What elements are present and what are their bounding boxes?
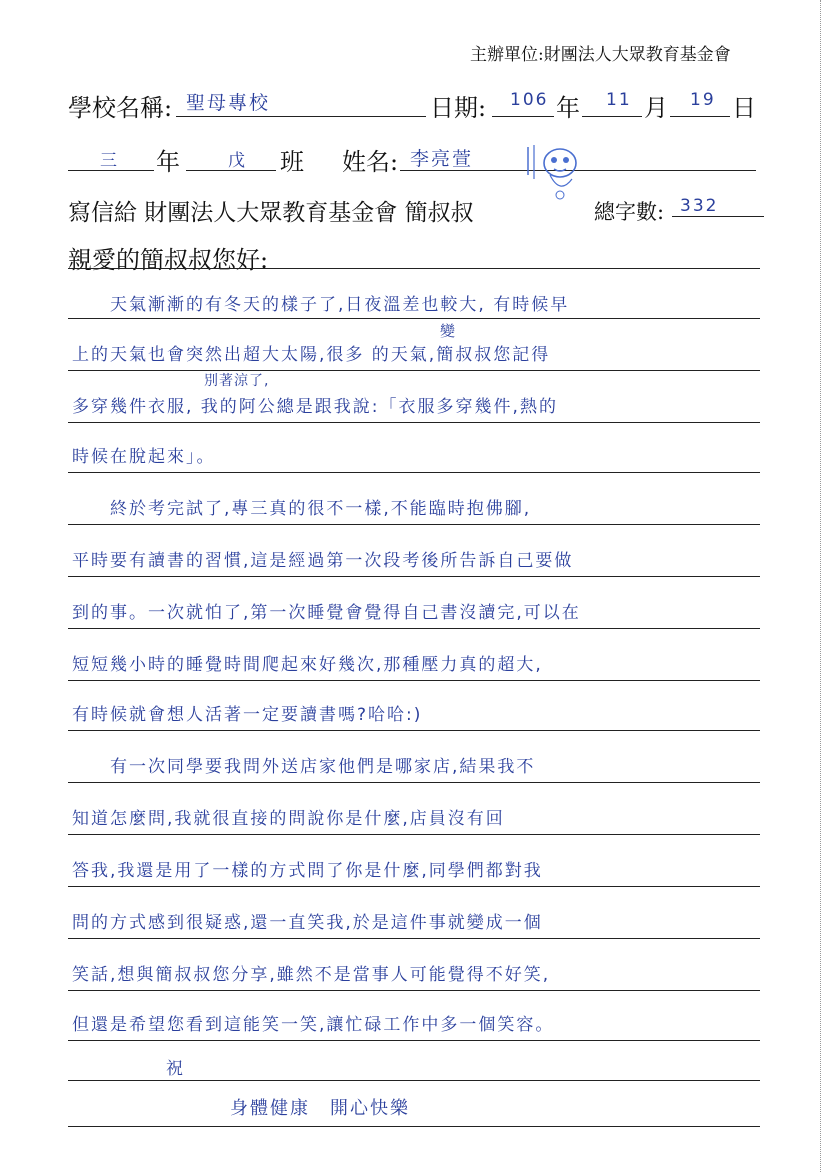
- ruled-line: [68, 730, 760, 731]
- letter-line: 笑話,想與簡叔叔您分享,雖然不是當事人可能覺得不好笑,: [72, 965, 551, 985]
- letter-line: 知道怎麼問,我就很直接的問說你是什麼,店員沒有回: [72, 809, 505, 829]
- insert-mark-1: 變: [440, 322, 458, 340]
- letter-line: 問的方式感到很疑惑,還一直笑我,於是這件事就變成一個: [72, 913, 543, 933]
- ruled-line: [68, 472, 760, 473]
- mascot-stamp-icon: [520, 135, 590, 205]
- page-edge: [820, 0, 821, 1172]
- letter-line: 終於考完試了,專三真的很不一樣,不能臨時抱佛腳,: [72, 499, 532, 519]
- letter-line: 有時候就會想人活著一定要讀書嗎?哈哈:): [72, 705, 423, 725]
- month-value: 11: [606, 90, 632, 110]
- class-value: 戊: [228, 151, 247, 171]
- school-label: 學校名稱:: [68, 94, 173, 122]
- letter-line: 答我,我還是用了一樣的方式問了你是什麼,同學們都對我: [72, 861, 543, 881]
- year-value: 106: [510, 90, 549, 110]
- insert-mark-2: 別著涼了,: [204, 373, 270, 389]
- name-label: 姓名:: [342, 148, 399, 176]
- year-label: 年: [556, 94, 580, 122]
- ruled-line: [68, 680, 760, 681]
- word-count-blank: [672, 216, 764, 217]
- ruled-line: [68, 524, 760, 525]
- salutation: 親愛的簡叔叔您好:: [68, 246, 269, 274]
- ruled-line: [68, 628, 760, 629]
- ruled-line: [68, 576, 760, 577]
- letter-line: 有一次同學要我問外送店家他們是哪家店,結果我不: [72, 757, 536, 777]
- name-value: 李亮萱: [410, 148, 474, 170]
- day-blank: [670, 116, 730, 117]
- year-blank: [492, 116, 554, 117]
- letter-line: 平時要有讀書的習慣,這是經過第一次段考後所告訴自己要做: [72, 551, 574, 571]
- month-blank: [582, 116, 642, 117]
- word-count-value: 332: [680, 196, 719, 216]
- ruled-line: [68, 990, 760, 991]
- ruled-line: [68, 1080, 760, 1081]
- ruled-line: [68, 318, 760, 319]
- school-value: 聖母專校: [186, 92, 271, 114]
- grade-label: 年: [156, 148, 180, 176]
- letter-line: 天氣漸漸的有冬天的樣子了,日夜溫差也較大, 有時候早: [72, 295, 570, 315]
- closing-line-1: 祝: [166, 1059, 185, 1079]
- school-blank: [176, 116, 426, 117]
- class-label: 班: [280, 148, 304, 176]
- organizer-label: 主辦單位:財團法人大眾教育基金會: [470, 45, 731, 65]
- date-label: 日期:: [430, 94, 487, 122]
- ruled-line: [68, 370, 760, 371]
- word-count-label: 總字數:: [594, 200, 665, 224]
- ruled-line: [68, 422, 760, 423]
- letter-line: 多穿幾件衣服, 我的阿公總是跟我說:「衣服多穿幾件,熱的: [72, 397, 558, 417]
- letter-line: 短短幾小時的睡覺時間爬起來好幾次,那種壓力真的超大,: [72, 655, 543, 675]
- class-blank: [186, 170, 276, 171]
- letter-line: 時候在脫起來」。: [72, 447, 216, 467]
- letter-line: 但還是希望您看到這能笑一笑,讓忙碌工作中多一個笑容。: [72, 1015, 555, 1035]
- ruled-line: [68, 938, 760, 939]
- closing-line-2: 身體健康 開心快樂: [230, 1098, 410, 1119]
- ruled-line: [68, 834, 760, 835]
- grade-blank: [68, 170, 154, 171]
- grade-value: 三: [100, 151, 119, 171]
- letter-recipient: 寫信給 財團法人大眾教育基金會 簡叔叔: [68, 200, 474, 226]
- day-label: 日: [732, 94, 756, 122]
- day-value: 19: [690, 90, 716, 110]
- month-label: 月: [644, 94, 668, 122]
- ruled-line: [68, 1040, 760, 1041]
- letter-line: 到的事。一次就怕了,第一次睡覺會覺得自己書沒讀完,可以在: [72, 603, 581, 623]
- ruled-line: [68, 886, 760, 887]
- salutation-rule: [68, 268, 760, 269]
- letter-line: 上的天氣也會突然出超大太陽,很多 的天氣,簡叔叔您記得: [72, 345, 551, 365]
- ruled-line: [68, 782, 760, 783]
- ruled-line: [68, 1126, 760, 1127]
